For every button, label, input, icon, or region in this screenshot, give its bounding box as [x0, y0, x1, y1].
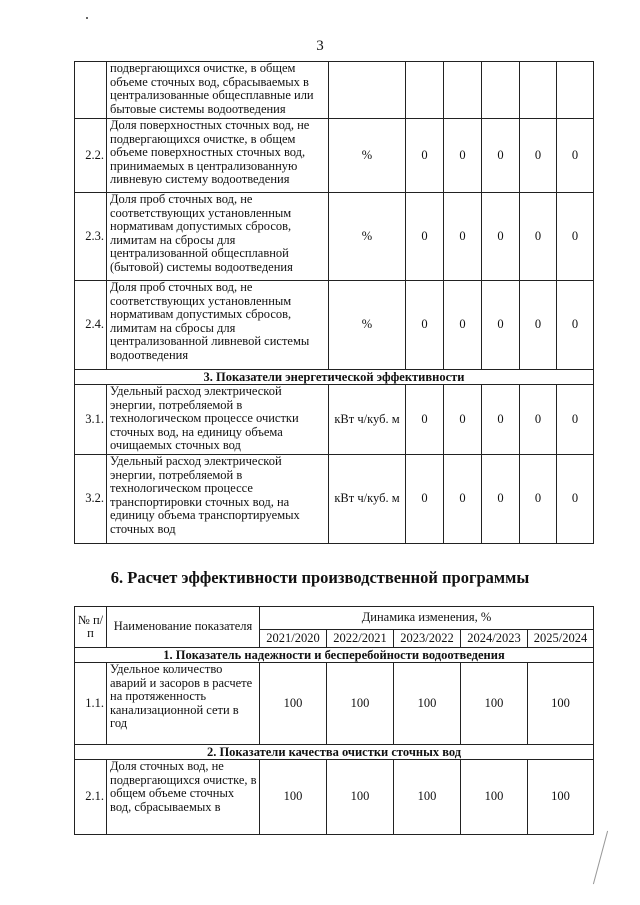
- value-cell: 0: [520, 119, 557, 193]
- value-cell: [406, 62, 444, 119]
- value-cell: 0: [482, 281, 520, 370]
- value-cell: 0: [406, 193, 444, 281]
- header-year: 2022/2021: [327, 630, 394, 648]
- section-heading: 6. Расчет эффективности производственной программы: [110, 568, 530, 587]
- section-title: 1. Показатель надежности и бесперебойности водоотведения: [75, 648, 594, 663]
- value-cell: 100: [327, 760, 394, 835]
- row-number: 1.1.: [75, 663, 107, 745]
- unit-cell: кВт ч/куб. м: [329, 455, 406, 544]
- row-number: [75, 62, 107, 119]
- section-row: [75, 370, 594, 385]
- value-cell: 100: [327, 663, 394, 745]
- section-title: 2. Показатели качества очистки сточных вод: [75, 745, 594, 760]
- value-cell: 100: [528, 663, 594, 745]
- value-cell: 0: [557, 385, 594, 455]
- value-cell: 0: [557, 455, 594, 544]
- scan-mark: [593, 831, 608, 884]
- value-cell: 0: [557, 281, 594, 370]
- value-cell: 100: [260, 760, 327, 835]
- value-cell: [444, 62, 482, 119]
- value-cell: 0: [444, 119, 482, 193]
- value-cell: 0: [557, 119, 594, 193]
- section-title: 3. Показатели энергетической эффективности: [75, 370, 594, 385]
- efficiency-table-body: [75, 648, 594, 835]
- value-cell: 0: [406, 119, 444, 193]
- indicators-table-body: [75, 62, 594, 544]
- row-number: 2.1.: [75, 760, 107, 835]
- value-cell: 0: [482, 119, 520, 193]
- unit-cell: %: [329, 119, 406, 193]
- indicators-table-continued: [74, 61, 594, 544]
- value-cell: 0: [557, 193, 594, 281]
- section-row: [75, 745, 594, 760]
- value-cell: 0: [444, 281, 482, 370]
- value-cell: 0: [482, 455, 520, 544]
- value-cell: 0: [406, 455, 444, 544]
- table-row: [75, 62, 594, 119]
- value-cell: [557, 62, 594, 119]
- value-cell: 0: [520, 193, 557, 281]
- row-number: 2.3.: [75, 193, 107, 281]
- indicator-name: Доля проб сточных вод, не соответствующих установленным нормативам допустимых сбросов, лимитам на сбросы для централизованной ливневой системы водоотведения: [107, 281, 329, 370]
- indicator-name: Доля поверхностных сточных вод, не подвергающихся очистке, в общем объеме поверхностных сточных вод, принимаемых в централизованную ливневую систему водоотведения: [107, 119, 329, 193]
- value-cell: 0: [406, 385, 444, 455]
- unit-cell: %: [329, 281, 406, 370]
- table-row: [75, 760, 594, 835]
- value-cell: 0: [520, 455, 557, 544]
- table-row: [75, 281, 594, 370]
- header-year: 2021/2020: [260, 630, 327, 648]
- value-cell: 0: [482, 193, 520, 281]
- table-row: [75, 455, 594, 544]
- page-number: 3: [316, 38, 324, 54]
- value-cell: 100: [528, 760, 594, 835]
- value-cell: 0: [444, 455, 482, 544]
- value-cell: 0: [520, 385, 557, 455]
- efficiency-table: [74, 606, 594, 835]
- value-cell: 100: [394, 760, 461, 835]
- value-cell: 0: [406, 281, 444, 370]
- value-cell: 100: [461, 663, 528, 745]
- row-number: 3.2.: [75, 455, 107, 544]
- indicator-name: Удельное количество аварий и засоров в расчете на протяженность канализационной сети в год: [107, 663, 260, 745]
- value-cell: [482, 62, 520, 119]
- value-cell: 100: [260, 663, 327, 745]
- header-year: 2025/2024: [528, 630, 594, 648]
- value-cell: [520, 62, 557, 119]
- row-number: 2.4.: [75, 281, 107, 370]
- value-cell: 0: [444, 385, 482, 455]
- value-cell: 100: [394, 663, 461, 745]
- scan-speck: [86, 17, 88, 19]
- value-cell: 0: [520, 281, 557, 370]
- header-year: 2024/2023: [461, 630, 528, 648]
- unit-cell: [329, 62, 406, 119]
- value-cell: 100: [461, 760, 528, 835]
- value-cell: 0: [444, 193, 482, 281]
- header-name: Наименование показателя: [107, 607, 260, 648]
- row-number: 3.1.: [75, 385, 107, 455]
- indicator-name: Доля проб сточных вод, не соответствующих установленным нормативам допустимых сбросов, лимитам на сбросы для централизованной общесплавной (бытовой) системы водоотведения: [107, 193, 329, 281]
- indicator-name: подвергающихся очистке, в общем объеме сточных вод, сбрасываемых в централизованные общесплавные или бытовые системы водоотведения: [107, 62, 329, 119]
- table-row: [75, 119, 594, 193]
- header-num: № п/п: [75, 607, 107, 648]
- table-row: [75, 385, 594, 455]
- header-year: 2023/2022: [394, 630, 461, 648]
- row-number: 2.2.: [75, 119, 107, 193]
- table-row: [75, 193, 594, 281]
- indicator-name: Удельный расход электрической энергии, потребляемой в технологическом процессе транспортировки сточных вод, на единицу объема транспортируемых сточных вод: [107, 455, 329, 544]
- table-row: [75, 663, 594, 745]
- section-row: [75, 648, 594, 663]
- indicator-name: Доля сточных вод, не подвергающихся очистке, в общем объеме сточных вод, сбрасываемых в: [107, 760, 260, 835]
- unit-cell: %: [329, 193, 406, 281]
- header-dynamics: Динамика изменения, %: [260, 607, 594, 630]
- value-cell: 0: [482, 385, 520, 455]
- indicator-name: Удельный расход электрической энергии, потребляемой в технологическом процессе очистки сточных вод, на единицу объема очищаемых сточных вод: [107, 385, 329, 455]
- unit-cell: кВт ч/куб. м: [329, 385, 406, 455]
